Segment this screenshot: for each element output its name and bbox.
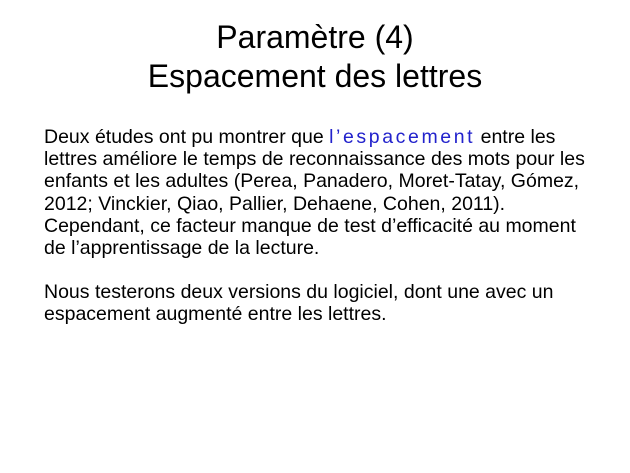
slide-body (44, 126, 594, 326)
paragraph-1-before: Deux études ont pu montrer que (44, 126, 330, 148)
paragraph-2: Nous testerons deux versions du logiciel, dont une avec un espacement augmenté entre les lettres. (44, 281, 554, 326)
highlighted-term: l’espacement (329, 126, 476, 148)
title-line-1: Paramètre (4) (216, 19, 414, 55)
paragraph-1 (44, 126, 594, 259)
title-line-2: Espacement des lettres (147, 58, 483, 94)
paragraph-1-after: entre les lettres améliore le temps de reconnaissance des mots pour les enfants et les adultes (Perea, Panadero, Moret-Tatay, Gómez, 2012; Vinckier, Qiao, Pallier, Dehaene, Cohen, 2011). Cependant, ce facteur manque de test d’efficacité au moment de l’apprentissage de la lecture. (44, 126, 585, 260)
slide-title (0, 18, 630, 96)
